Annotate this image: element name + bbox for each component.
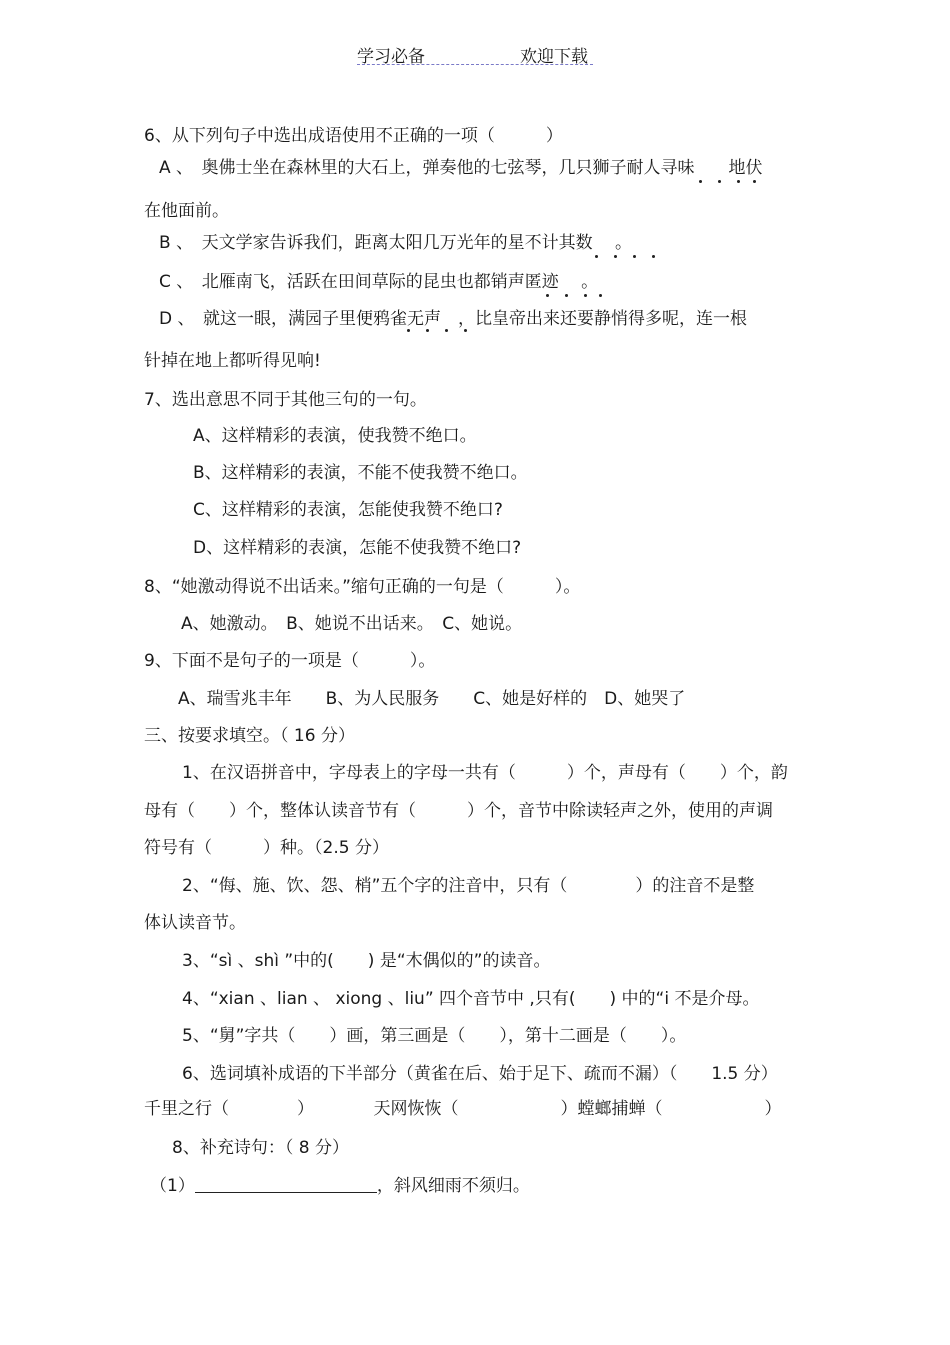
poem-line-1 bbox=[150, 1175, 530, 1197]
question-7-option-a: A、这样精彩的表演，使我赞不绝口。 bbox=[193, 426, 477, 446]
question-8-options: A、她激动。 B、她说不出话来。 C、她说。 bbox=[181, 614, 523, 634]
question-6-option-a: A 、 奥佛士坐在森林里的大石上，弹奏他的七弦琴，几只狮子耐人寻味 地伏 bbox=[159, 158, 763, 178]
fill-6: 6、选词填补成语的下半部分（黄雀在后、始于足下、疏而不漏）（ 1.5 分） bbox=[182, 1064, 778, 1084]
poem-line-1-number: （1） bbox=[150, 1176, 195, 1196]
question-6-option-b: B 、 天文学家告诉我们，距离太阳几万光年的星不计其数 。 bbox=[159, 233, 632, 253]
fill-2-line-1: 2、“侮、施、饮、怨、梢”五个字的注音中，只有（ ）的注音不是整 bbox=[182, 876, 755, 896]
question-7-option-c: C、这样精彩的表演，怎能使我赞不绝口? bbox=[193, 500, 503, 520]
fill-3: 3、“sì 、shì ”中的( ) 是“木偶似的”的读音。 bbox=[182, 951, 551, 971]
question-7-option-d: D、这样精彩的表演，怎能不使我赞不绝口? bbox=[193, 538, 522, 558]
header-left-text: 学习必备 bbox=[357, 47, 425, 67]
section-3-heading: 三、按要求填空。（ 16 分） bbox=[144, 726, 355, 746]
fill-5: 5、“舅”字共（ ）画，第三画是（ ），第十二画是（ ）。 bbox=[182, 1026, 687, 1046]
fill-6-idioms: 千里之行（ ） 天网恢恢（ ）螳螂捕蝉（ ） bbox=[144, 1099, 782, 1119]
poem-line-1-text: ，斜风细雨不须归。 bbox=[376, 1176, 530, 1196]
fill-1-line-1: 1、在汉语拼音中，字母表上的字母一共有（ ）个，声母有（ ）个，韵 bbox=[182, 763, 788, 783]
question-7: 7、选出意思不同于其他三句的一句。 bbox=[144, 390, 427, 410]
question-8: 8、“她激动得说不出话来。”缩句正确的一句是（ ）。 bbox=[144, 577, 581, 597]
question-6-option-d-cont: 针掉在地上都听得见响! bbox=[144, 351, 321, 371]
question-6-option-a-cont: 在他面前。 bbox=[144, 201, 229, 221]
question-9-options: A、瑞雪兆丰年 B、为人民服务 C、她是好样的 D、她哭了 bbox=[178, 689, 686, 709]
poem-answer-blank[interactable] bbox=[195, 1176, 377, 1193]
fill-1-line-2: 母有（ ）个，整体认读音节有（ ）个，音节中除读轻声之外，使用的声调 bbox=[144, 801, 773, 821]
fill-1-line-3: 符号有（ ）种。（2.5 分） bbox=[144, 838, 389, 858]
question-6: 6、从下列句子中选出成语使用不正确的一项（ ） bbox=[144, 126, 563, 146]
question-6-option-c: C 、 北雁南飞，活跃在田间草际的昆虫也都销声匿迹 。 bbox=[159, 272, 599, 292]
fill-4: 4、“xian 、lian 、 xiong 、liu” 四个音节中 ,只有( ) 中的“i 不是介母。 bbox=[182, 989, 760, 1009]
fill-2-line-2: 体认读音节。 bbox=[144, 913, 246, 933]
header-right-text: 欢迎下载 bbox=[520, 47, 588, 67]
question-7-option-b: B、这样精彩的表演，不能不使我赞不绝口。 bbox=[193, 463, 528, 483]
fill-8-heading: 8、补充诗句：（ 8 分） bbox=[172, 1138, 349, 1158]
question-6-option-d: D 、 就这一眼，满园子里便鸦雀无声 ，比皇帝出来还要静悄得多呢，连一根 bbox=[159, 309, 747, 329]
page-header bbox=[357, 42, 593, 65]
question-9: 9、下面不是句子的一项是（ ）。 bbox=[144, 651, 436, 671]
